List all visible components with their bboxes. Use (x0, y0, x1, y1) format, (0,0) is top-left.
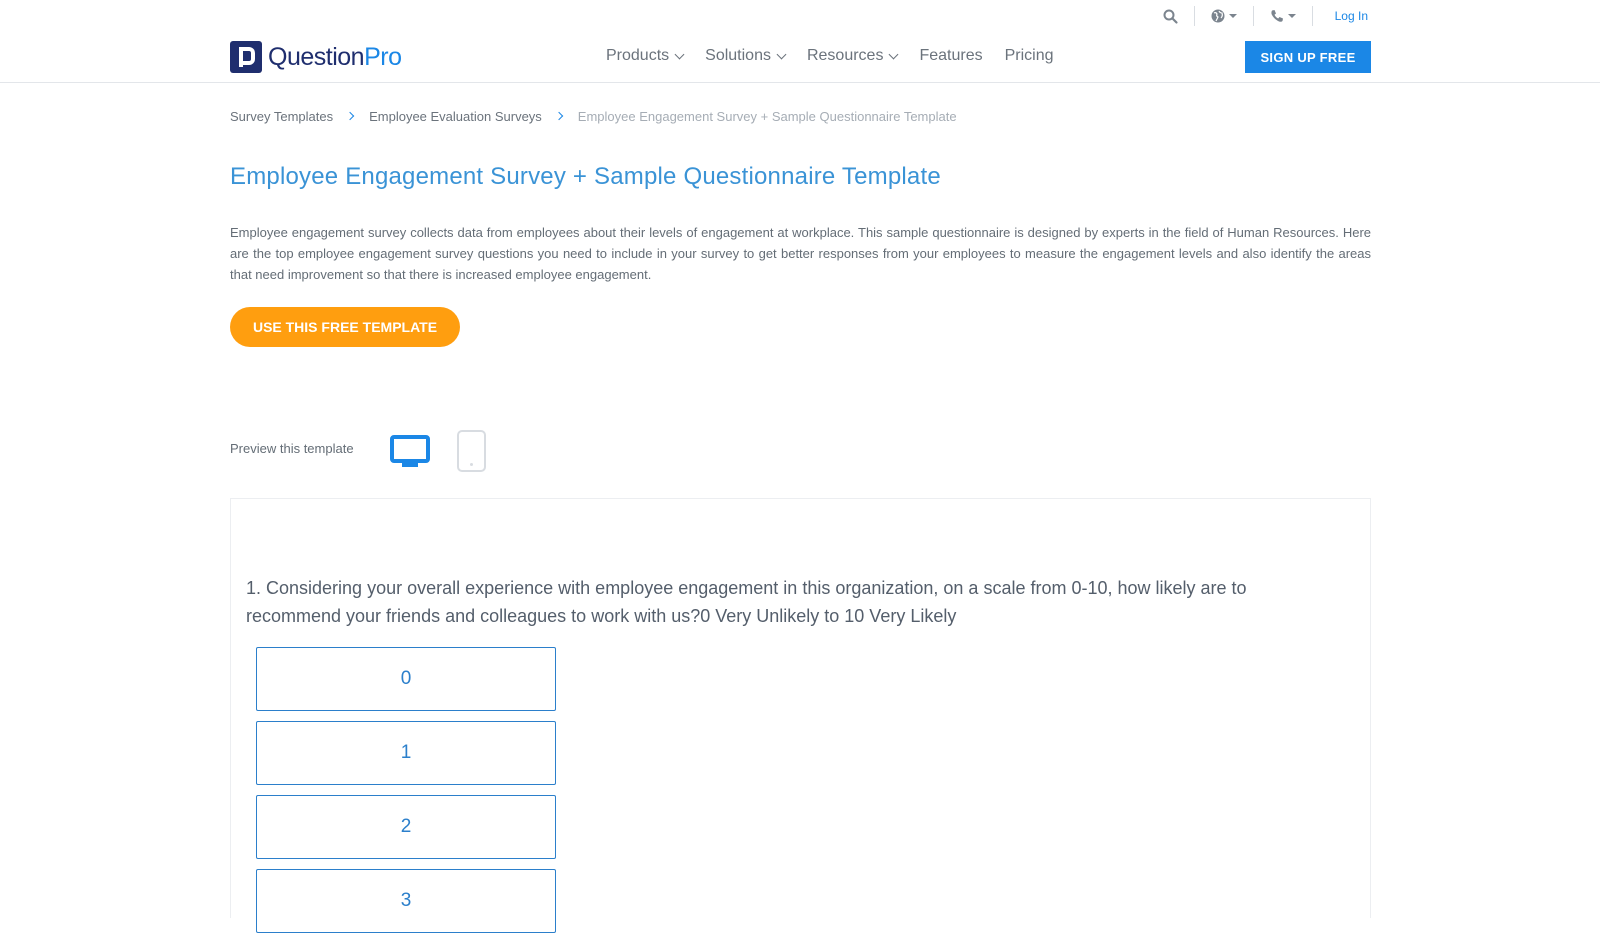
globe-icon (1211, 9, 1225, 23)
survey-question: 1. Considering your overall experience with employee engagement in this organization, on a scale from 0-10, how likely are to recommend your friends and colleagues to work with us?0 Very Unlikely to 10 Very Likely (246, 578, 1247, 626)
answer-option-2[interactable]: 2 (256, 795, 556, 859)
signup-button[interactable]: SIGN UP FREE (1245, 41, 1371, 73)
answer-option-1[interactable]: 1 (256, 721, 556, 785)
questionpro-logo-icon (230, 41, 262, 73)
chevron-down-icon (777, 49, 787, 59)
answer-option-0[interactable]: 0 (256, 647, 556, 711)
chevron-down-icon (889, 49, 899, 59)
chevron-right-icon (555, 112, 563, 120)
language-selector[interactable] (1194, 6, 1253, 26)
mobile-icon[interactable] (457, 430, 486, 472)
nav-pricing[interactable]: Pricing (1004, 47, 1054, 64)
chevron-down-icon (1288, 14, 1296, 18)
login-link[interactable]: Log In (1312, 6, 1368, 26)
search-icon (1163, 9, 1178, 24)
nav-resources[interactable]: Resources (807, 47, 897, 65)
chevron-right-icon (346, 112, 354, 120)
breadcrumb (230, 106, 957, 126)
brand-name: QuestionPro (268, 42, 402, 71)
brand-logo[interactable] (230, 41, 401, 73)
site-header (0, 0, 1600, 83)
main-navigation (606, 44, 1076, 68)
page-title: Employee Engagement Survey + Sample Questionnaire Template (230, 163, 941, 190)
use-template-button[interactable]: USE THIS FREE TEMPLATE (230, 307, 460, 347)
phone-icon (1270, 9, 1284, 23)
nav-features[interactable]: Features (919, 47, 983, 64)
breadcrumb-survey-templates[interactable]: Survey Templates (230, 108, 334, 124)
chevron-down-icon (1229, 14, 1237, 18)
contact-phone-selector[interactable] (1253, 6, 1312, 26)
nav-solutions[interactable]: Solutions (705, 47, 785, 65)
preview-label: Preview this template (230, 441, 354, 456)
page-description: Employee engagement survey collects data from employees about their levels of engagement at workplace. This sample questionnaire is designed by experts in the field of Human Resources. Here are the top employee engagement survey questions you need to include in your survey to get better responses from your employees to measure the engagement levels and also identify the areas that need improvement so that there is increased employee engagement. (230, 225, 1371, 282)
breadcrumb-employee-evaluation-surveys[interactable]: Employee Evaluation Surveys (369, 108, 542, 124)
search-button[interactable] (1147, 6, 1194, 26)
desktop-icon[interactable] (390, 435, 430, 467)
breadcrumb-current-page: Employee Engagement Survey + Sample Questionnaire Template (577, 108, 957, 124)
nav-products[interactable]: Products (606, 47, 683, 65)
chevron-down-icon (675, 49, 685, 59)
utility-bar (1147, 5, 1368, 27)
answer-option-3[interactable]: 3 (256, 869, 556, 933)
